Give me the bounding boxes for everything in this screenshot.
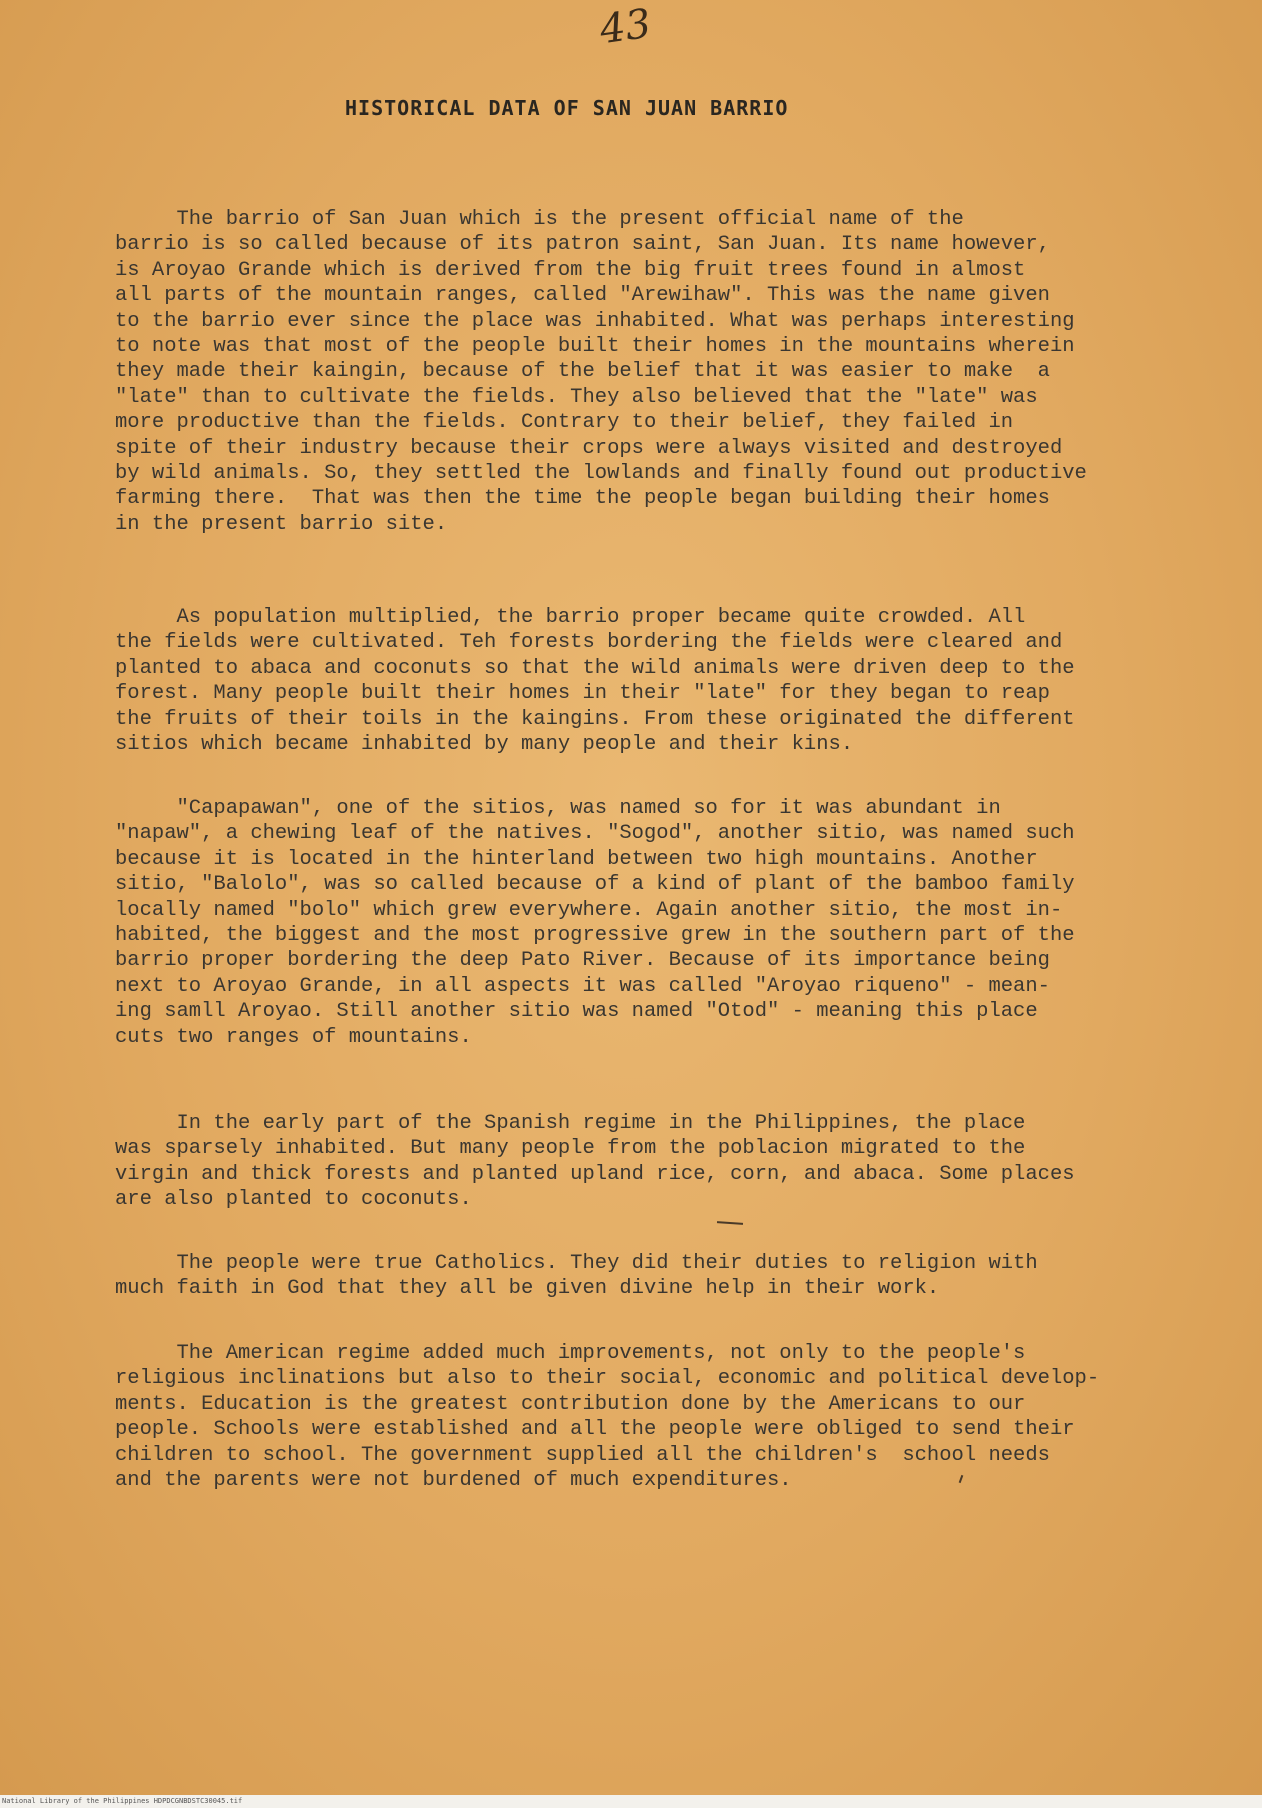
text-line: planted to abaca and coconuts so that the wild animals were driven deep to the <box>115 656 1075 680</box>
text-line: farming there. That was then the time the people began building their homes <box>115 487 1050 511</box>
text-line: to note was that most of the people built their homes in the mountains wherein <box>115 335 1075 359</box>
text-line: ments. Education is the greatest contribution done by the Americans to our <box>115 1392 1026 1416</box>
text-line: habited, the biggest and the most progressive grew in the southern part of the <box>115 924 1075 948</box>
text-line: much faith in God that they all be given divine help in their work. <box>115 1277 940 1301</box>
text-line: "late" than to cultivate the fields. They also believed that the "late" was <box>115 385 1038 409</box>
text-line: virgin and thick forests and planted upland rice, corn, and abaca. Some places <box>115 1162 1075 1186</box>
text-line: religious inclinations but also to their social, economic and political develop- <box>115 1367 1100 1391</box>
paragraph-american-regime <box>115 1341 1205 1493</box>
paragraph-sitios <box>115 796 1205 1050</box>
text-line: they made their kaingin, because of the belief that it was easier to make a <box>115 360 1050 384</box>
text-line: barrio proper bordering the deep Pato River. Because of its importance being <box>115 949 1050 973</box>
paragraph-spanish-regime <box>115 1111 1205 1213</box>
text-line: more productive than the fields. Contrary to their belief, they failed in <box>115 411 1014 435</box>
paragraph-origin <box>115 207 1205 537</box>
text-line: cuts two ranges of mountains. <box>115 1025 472 1049</box>
text-line: The American regime added much improvements, not only to the people's <box>115 1342 1026 1365</box>
text-line: "Capapawan", one of the sitios, was named so for it was abundant in <box>115 797 1001 820</box>
text-line: and the parents were not burdened of much expenditures. <box>115 1469 792 1493</box>
page-number: 43 <box>597 0 654 54</box>
text-line: spite of their industry because their crops were always visited and destroyed <box>115 436 1063 460</box>
text-line: locally named "bolo" which grew everywhere. Again another sitio, the most in- <box>115 898 1063 922</box>
text-line: is Aroyao Grande which is derived from the big fruit trees found in almost <box>115 258 1026 282</box>
paragraph-population <box>115 605 1205 757</box>
text-line: sitios which became inhabited by many people and their kins. <box>115 733 854 757</box>
text-line: because it is located in the hinterland between two high mountains. Another <box>115 847 1038 871</box>
text-line: was sparsely inhabited. But many people from the poblacion migrated to the <box>115 1137 1026 1161</box>
text-line: in the present barrio site. <box>115 512 448 536</box>
text-line: sitio, "Balolo", was so called because of a kind of plant of the bamboo family <box>115 873 1075 897</box>
text-line: next to Aroyao Grande, in all aspects it was called "Aroyao riqueno" - mean- <box>115 974 1050 998</box>
text-line: The barrio of San Juan which is the present official name of the <box>115 208 964 231</box>
text-line: the fields were cultivated. Teh forests bordering the fields were cleared and <box>115 631 1063 655</box>
text-line: forest. Many people built their homes in their "late" for they began to reap <box>115 682 1050 706</box>
text-line: are also planted to coconuts. <box>115 1188 472 1212</box>
text-line: all parts of the mountain ranges, called "Arewihaw". This was the name given <box>115 284 1050 308</box>
text-line: The people were true Catholics. They did their duties to religion with <box>115 1252 1038 1275</box>
text-line: As population multiplied, the barrio proper became quite crowded. All <box>115 606 1026 629</box>
text-line: barrio is so called because of its patron saint, San Juan. Its name however, <box>115 233 1050 257</box>
text-line: people. Schools were established and all the people were obliged to send their <box>115 1418 1075 1442</box>
text-line: by wild animals. So, they settled the lowlands and finally found out productive <box>115 462 1087 486</box>
text-line: ing samll Aroyao. Still another sitio was named "Otod" - meaning this place <box>115 1000 1038 1024</box>
text-line: "napaw", a chewing leaf of the natives. "Sogod", another sitio, was named such <box>115 822 1075 846</box>
text-line: children to school. The government supplied all the children's school needs <box>115 1443 1050 1467</box>
paragraph-religion <box>115 1251 1205 1302</box>
document-title: HISTORICAL DATA OF SAN JUAN BARRIO <box>345 96 789 120</box>
text-line: In the early part of the Spanish regime in the Philippines, the place <box>115 1112 1026 1135</box>
pen-mark <box>717 1221 743 1225</box>
scan-footer: National Library of the Philippines HDPDCGNBDSTC30045.tif <box>0 1795 1262 1808</box>
text-line: to the barrio ever since the place was inhabited. What was perhaps interesting <box>115 309 1075 333</box>
text-line: the fruits of their toils in the kaingins. From these originated the different <box>115 707 1075 731</box>
